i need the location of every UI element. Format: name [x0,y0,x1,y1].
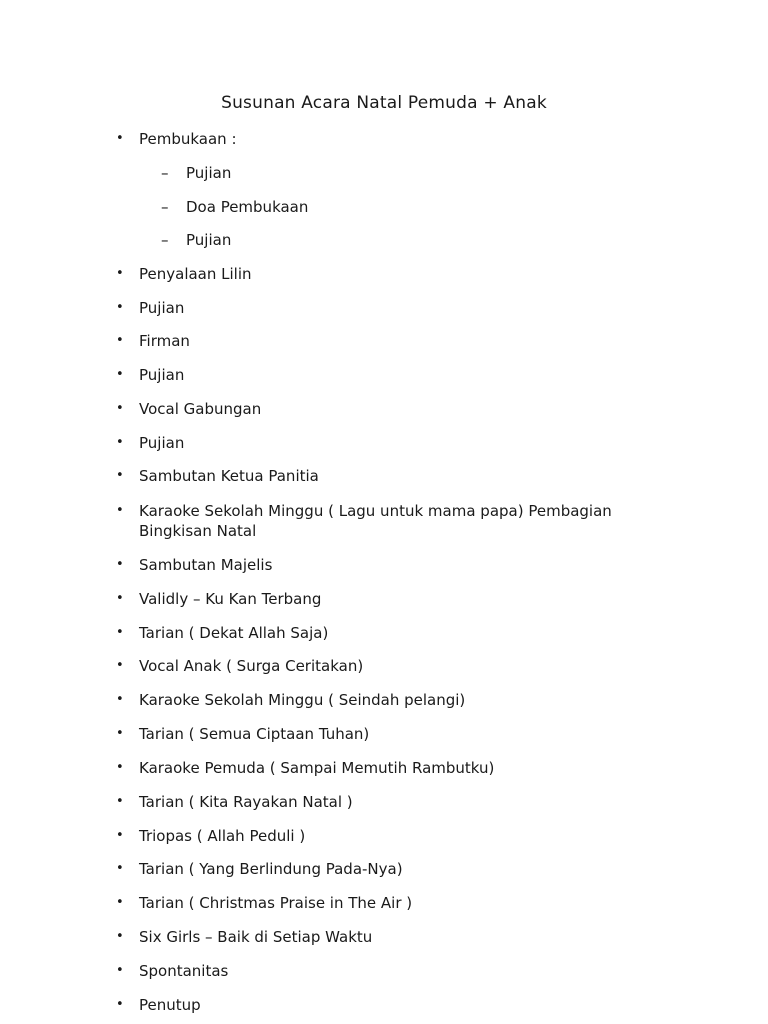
bullet-marker: • [116,726,124,741]
bullet-marker: • [116,557,124,572]
list-item-label: Pembukaan : [139,130,237,148]
list-item-label: Tarian ( Kita Rayakan Natal ) [139,793,353,811]
bullet-marker: • [116,333,124,348]
list-item-label: Karaoke Sekolah Minggu ( Lagu untuk mama papa) Pembagian Bingkisan Natal [139,502,612,540]
bullet-marker: • [116,503,124,518]
bullet-marker: • [116,828,124,843]
bullet-marker: • [116,401,124,416]
bullet-marker: • [116,300,124,315]
bullet-marker: • [116,658,124,673]
bullet-marker: • [116,131,124,146]
list-item-label: Spontanitas [139,962,229,980]
list-item-label: Vocal Anak ( Surga Ceritakan) [139,657,364,675]
bullet-marker: • [116,963,124,978]
list-item-label: Pujian [186,231,232,249]
list-item-label: Pujian [139,434,185,452]
list-item-label: Tarian ( Semua Ciptaan Tuhan) [139,725,370,743]
bullet-marker: • [116,468,124,483]
list-item-label: Penyalaan Lilin [139,265,252,283]
list-item-label: Validly – Ku Kan Terbang [139,590,322,608]
list-item-label: Tarian ( Yang Berlindung Pada-Nya) [139,860,403,878]
bullet-marker: • [116,692,124,707]
list-item-label: Sambutan Majelis [139,556,273,574]
list-item-label: Karaoke Sekolah Minggu ( Seindah pelangi) [139,691,466,709]
bullet-marker: • [116,997,124,1012]
bullet-marker: • [116,861,124,876]
list-item-label: Tarian ( Christmas Praise in The Air ) [139,894,413,912]
list-item-label: Pujian [139,299,185,317]
bullet-marker: • [116,794,124,809]
list-item-label: Tarian ( Dekat Allah Saja) [139,624,329,642]
bullet-marker: • [116,591,124,606]
list-item-label: Pujian [186,164,232,182]
bullet-marker: • [116,625,124,640]
list-item-label: Sambutan Ketua Panitia [139,467,319,485]
dash-marker: – [161,231,169,249]
list-item-label: Vocal Gabungan [139,400,262,418]
list-item-label: Pujian [139,366,185,384]
page-title: Susunan Acara Natal Pemuda + Anak [221,93,547,113]
list-item-label: Penutup [139,996,201,1014]
dash-marker: – [161,164,169,182]
bullet-marker: • [116,929,124,944]
list-item-label: Triopas ( Allah Peduli ) [139,827,306,845]
list-item-label: Firman [139,332,190,350]
list-item-label: Six Girls – Baik di Setiap Waktu [139,928,373,946]
bullet-marker: • [116,760,124,775]
list-item-label: Doa Pembukaan [186,198,309,216]
bullet-marker: • [116,367,124,382]
list-item-label: Karaoke Pemuda ( Sampai Memutih Rambutku) [139,759,495,777]
bullet-marker: • [116,435,124,450]
bullet-marker: • [116,895,124,910]
bullet-marker: • [116,266,124,281]
dash-marker: – [161,198,169,216]
